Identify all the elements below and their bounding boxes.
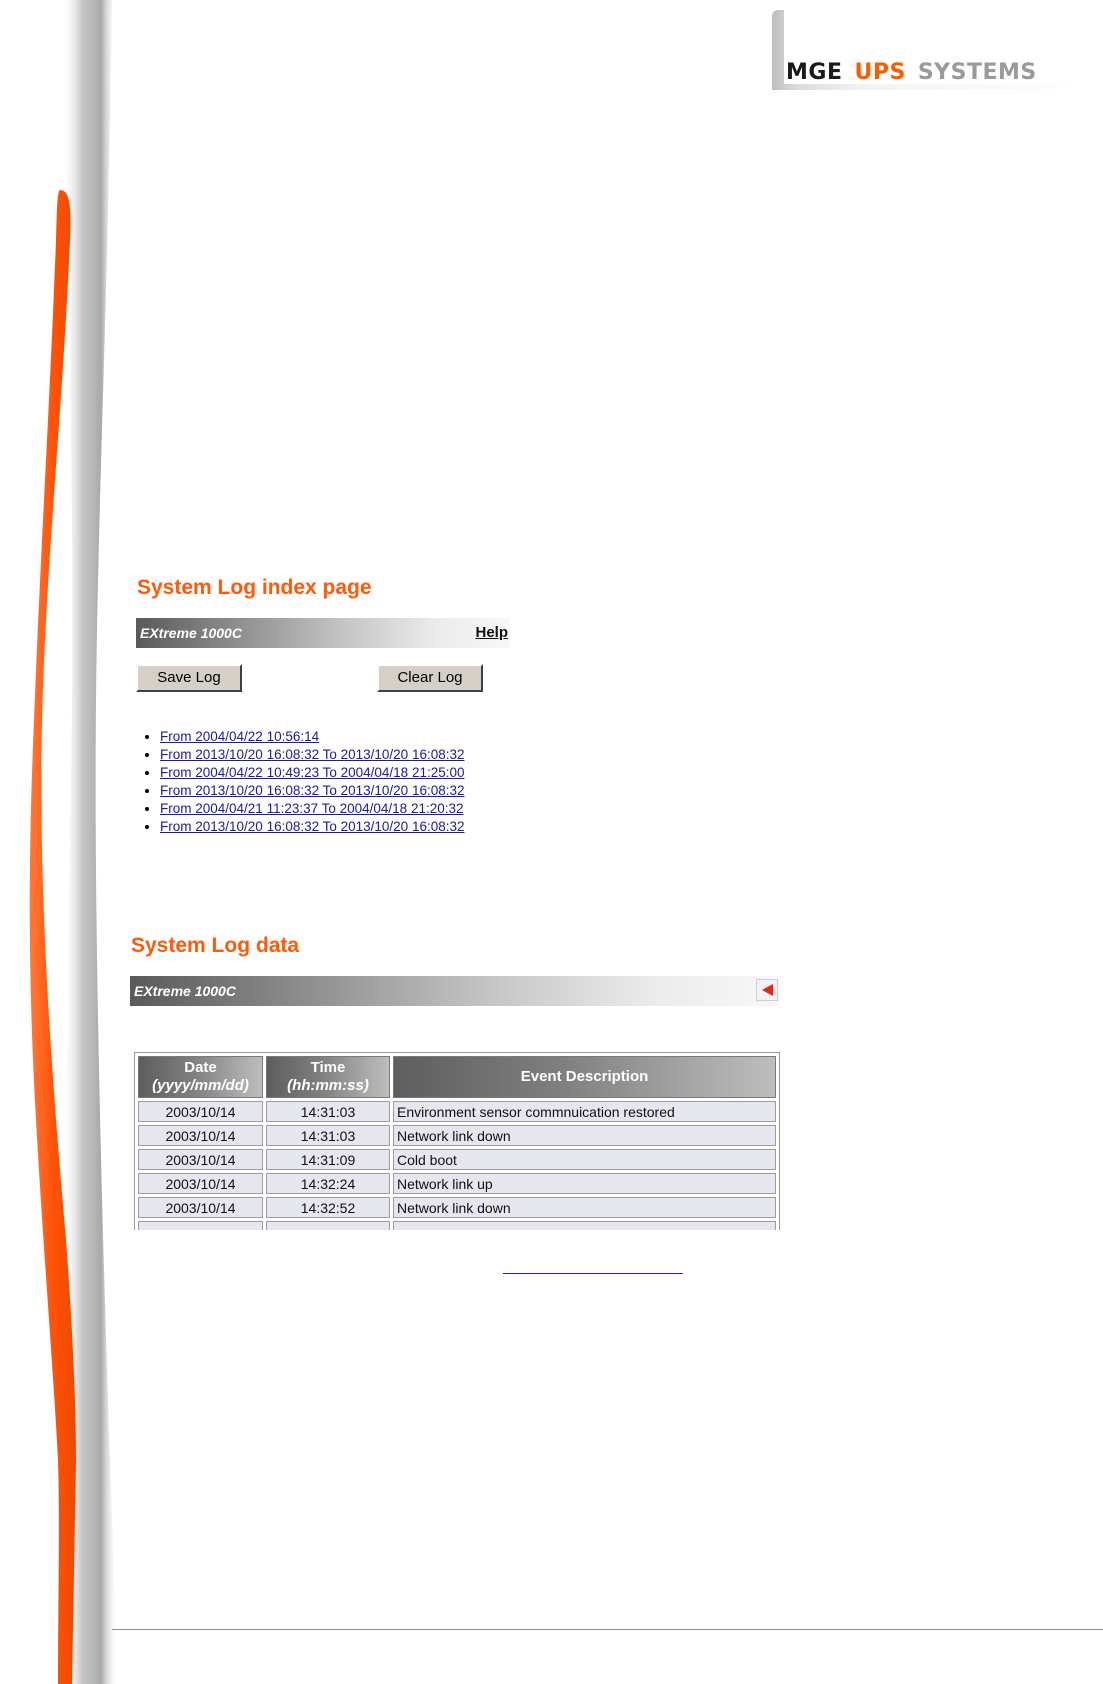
date-column-header: Date (yyyy/mm/dd) <box>138 1056 263 1098</box>
list-item <box>160 728 465 746</box>
event-cell: Environment sensor commnuication restored <box>393 1101 776 1122</box>
list-item <box>160 800 465 818</box>
time-cell: 14:31:09 <box>266 1149 390 1170</box>
device-model-label: EXtreme 1000C <box>134 983 236 999</box>
date-cell: 2003/10/14 <box>138 1173 263 1194</box>
log-link[interactable]: From 2004/04/21 11:23:37 To 2004/04/18 21:20:32 <box>160 801 464 816</box>
clear-log-button[interactable]: Clear Log <box>377 664 483 692</box>
data-section-heading: System Log data <box>131 934 300 957</box>
logo-ups: UPS <box>854 60 906 85</box>
table-row <box>138 1101 776 1122</box>
cross-reference-link[interactable] <box>503 1257 683 1274</box>
event-log-table <box>135 1053 779 1230</box>
table-header-row <box>138 1056 776 1098</box>
device-model-label: EXtreme 1000C <box>140 625 242 641</box>
list-item <box>160 746 465 764</box>
log-link[interactable]: From 2013/10/20 16:08:32 To 2013/10/20 16:08:32 <box>160 747 465 762</box>
date-cell: 2003/10/14 <box>138 1125 263 1146</box>
time-cell: 14:31:03 <box>266 1125 390 1146</box>
index-titlebar <box>136 618 510 648</box>
data-titlebar <box>130 976 780 1006</box>
mge-ups-systems-logo <box>772 10 1082 90</box>
list-item <box>160 764 465 782</box>
time-column-header: Time (hh:mm:ss) <box>266 1056 390 1098</box>
table-row-partial <box>138 1221 776 1230</box>
time-cell: 14:32:52 <box>266 1197 390 1218</box>
date-cell: 2003/10/14 <box>138 1101 263 1122</box>
time-cell: 14:32:24 <box>266 1173 390 1194</box>
event-cell: Network link up <box>393 1173 776 1194</box>
event-log-table-container[interactable] <box>134 1052 780 1230</box>
date-format-hint: (yyyy/mm/dd) <box>152 1077 249 1094</box>
table-row <box>138 1125 776 1146</box>
logo-mge: MGE <box>786 60 843 85</box>
time-format-hint: (hh:mm:ss) <box>287 1077 369 1094</box>
list-item <box>160 818 465 836</box>
logo-systems: SYSTEMS <box>917 60 1037 85</box>
table-row <box>138 1197 776 1218</box>
index-section-heading: System Log index page <box>137 576 372 599</box>
log-link[interactable]: From 2004/04/22 10:49:23 To 2004/04/18 21:25:00 <box>160 765 465 780</box>
table-row <box>138 1149 776 1170</box>
event-column-header: Event Description <box>393 1056 776 1098</box>
footer-divider <box>112 1629 1103 1630</box>
time-cell: 14:31:03 <box>266 1101 390 1122</box>
left-arrow-icon <box>760 983 774 997</box>
log-link[interactable]: From 2013/10/20 16:08:32 To 2013/10/20 16:08:32 <box>160 819 465 834</box>
log-link[interactable]: From 2004/04/22 10:56:14 <box>160 729 320 744</box>
help-link[interactable]: Help <box>475 624 508 641</box>
log-link[interactable]: From 2013/10/20 16:08:32 To 2013/10/20 16:08:32 <box>160 783 465 798</box>
event-cell: Cold boot <box>393 1149 776 1170</box>
event-cell: Network link down <box>393 1197 776 1218</box>
date-cell: 2003/10/14 <box>138 1197 263 1218</box>
save-log-button[interactable]: Save Log <box>136 664 242 692</box>
log-file-list <box>140 728 465 836</box>
table-row <box>138 1173 776 1194</box>
event-cell: Network link down <box>393 1125 776 1146</box>
back-button[interactable] <box>756 979 778 1001</box>
decorative-swoosh <box>0 0 130 1684</box>
date-cell: 2003/10/14 <box>138 1149 263 1170</box>
list-item <box>160 782 465 800</box>
